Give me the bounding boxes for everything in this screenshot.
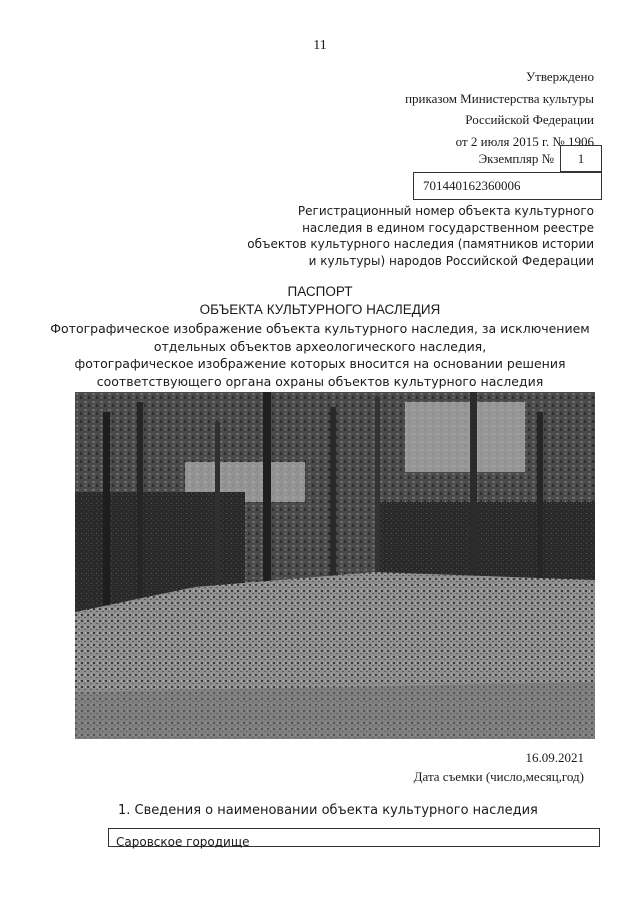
registration-number: 701440162360006 (423, 178, 521, 193)
registration-caption-line: объектов культурного наследия (памятников истории (247, 237, 594, 251)
registration-caption-line: Регистрационный номер объекта культурного (297, 204, 594, 218)
description-line: соответствующего органа охраны объектов культурного наследия (96, 373, 544, 389)
copy-number-box (560, 145, 602, 172)
document-title: ПАСПОРТ (287, 284, 353, 299)
photo-date-caption: Дата съемки (число,месяц,год) (413, 769, 584, 784)
registration-caption-line: наследия в едином государственном реестре (302, 220, 594, 235)
approval-line: от 2 июля 2015 г. № 1906 (455, 133, 594, 149)
registration-caption (247, 203, 594, 269)
approval-line: приказом Министерства культуры (405, 90, 594, 106)
copy-number-value: 1 (577, 150, 585, 166)
section-title: 1. Сведения о наименовании объекта культурного наследия (118, 803, 538, 818)
copy-number-row (479, 145, 602, 172)
approval-line: Российской Федерации (465, 112, 594, 127)
photo-date: 16.09.2021 (525, 750, 584, 765)
approval-block (405, 66, 594, 152)
copy-number-label: Экземпляр № (478, 150, 554, 166)
registration-caption-line: и культуры) народов Российской Федерации (308, 253, 594, 268)
description-line: Фотографическое изображение объекта культурного наследия, за исключением (50, 321, 590, 336)
forest-photo (75, 392, 595, 739)
approval-line: Утверждено (525, 69, 594, 84)
object-name: Саровское городище (116, 835, 250, 849)
document-subtitle: ОБЪЕКТА КУЛЬТУРНОГО НАСЛЕДИЯ (199, 302, 441, 317)
description-line: фотографическое изображение которых вносится на основании решения (74, 356, 566, 371)
description-line: отдельных объектов археологического наследия, (153, 338, 487, 354)
object-name-box (108, 828, 600, 847)
registration-number-box (413, 172, 602, 200)
photo-description (0, 320, 640, 390)
page-number: 11 (313, 38, 327, 53)
